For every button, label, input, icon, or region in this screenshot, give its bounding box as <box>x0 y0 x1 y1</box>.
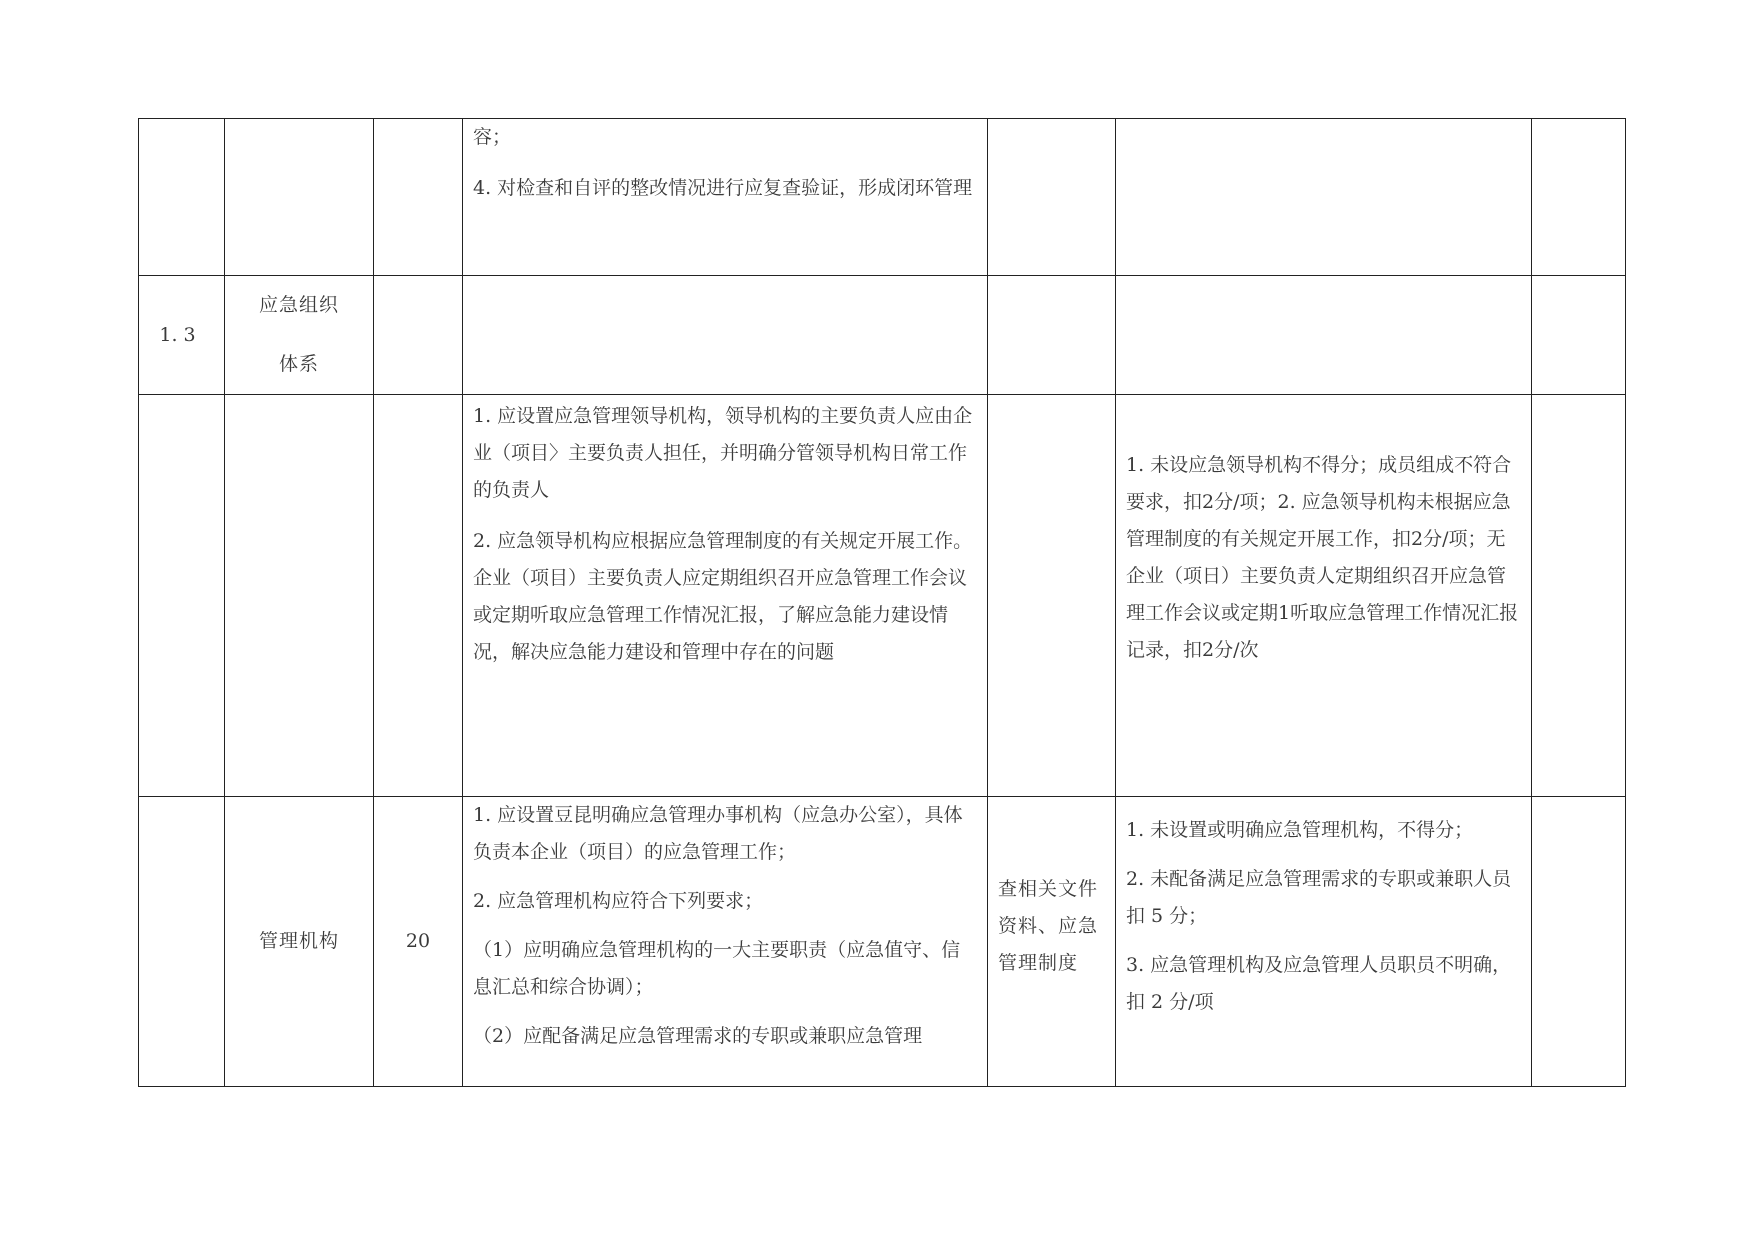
scoring-cell <box>1116 395 1532 797</box>
no-cell <box>139 119 225 276</box>
score-cell: 20 <box>374 797 463 1087</box>
content-para: 容； <box>473 126 512 148</box>
scoring-para: 1. 未设应急领导机构不得分；成员组成不符合要求，扣2分/项；2. 应急领导机构未根据应急管理制度的有关规定开展工作，扣2分/项；无企业（项日）主要负责人定期组织召开应急管理工作会议或定期1听取应急管理工作情况汇报记录，扣2分/次 <box>1126 454 1519 661</box>
item-cell: 管理机构 <box>225 797 374 1087</box>
score-cell <box>374 395 463 797</box>
scoring-para: 3. 应急管理机构及应急管理人员职员不明确，扣 2 分/项 <box>1126 954 1512 1013</box>
table-row <box>139 119 1626 276</box>
content-cell <box>463 119 988 276</box>
method-cell: 查相关文件资料、应急管理制度 <box>988 797 1116 1087</box>
content-cell <box>463 395 988 797</box>
item-cell <box>225 119 374 276</box>
evaluation-table <box>138 118 1626 1087</box>
method-cell <box>988 276 1116 395</box>
scoring-para: 2. 未配备满足应急管理需求的专职或兼职人员扣 5 分； <box>1126 868 1512 927</box>
table-row <box>139 395 1626 797</box>
no-cell <box>139 395 225 797</box>
content-para: 1. 应设置应急管理领导机构，领导机构的主要负责人应由企业（项目〉主要负责人担任，并明确分管领导机构日常工作的负责人 <box>473 405 973 501</box>
method-cell <box>988 119 1116 276</box>
scoring-cell <box>1116 119 1532 276</box>
content-cell <box>463 797 988 1087</box>
scoring-cell <box>1116 276 1532 395</box>
content-para: （2）应配备满足应急管理需求的专职或兼职应急管理 <box>473 1025 923 1047</box>
score-cell <box>374 119 463 276</box>
content-para: 2. 应急领导机构应根据应急管理制度的有关规定开展工作。企业（项目）主要负责人应定期组织召开应急管理工作会议或定期听取应急管理工作情况汇报，了解应急能力建设情况，解决应急能力建设和管理中存在的问题 <box>473 530 973 663</box>
score-cell <box>374 276 463 395</box>
no-cell <box>139 797 225 1087</box>
remark-cell <box>1532 119 1626 276</box>
content-cell <box>463 276 988 395</box>
content-para: （1）应明确应急管理机构的一大主要职责（应急值守、信息汇总和综合协调）； <box>473 939 961 998</box>
content-para: 4. 对检查和自评的整改情况进行应复查验证，形成闭环管理 <box>473 177 973 199</box>
item-cell <box>225 395 374 797</box>
table-row <box>139 276 1626 395</box>
no-cell: 1. 3 <box>139 276 225 395</box>
scoring-cell <box>1116 797 1532 1087</box>
scoring-para: 1. 未设置或明确应急管理机构，不得分； <box>1126 819 1474 841</box>
table-row <box>139 797 1626 1087</box>
remark-cell <box>1532 276 1626 395</box>
content-para: 1. 应设置豆昆明确应急管理办事机构（应急办公室），具体负责本企业（项目）的应急管理工作； <box>473 804 963 863</box>
content-para: 2. 应急管理机构应符合下列要求； <box>473 890 764 912</box>
remark-cell <box>1532 797 1626 1087</box>
remark-cell <box>1532 395 1626 797</box>
item-cell <box>225 276 374 395</box>
item-label: 应急组织体系 <box>258 294 339 375</box>
method-cell <box>988 395 1116 797</box>
